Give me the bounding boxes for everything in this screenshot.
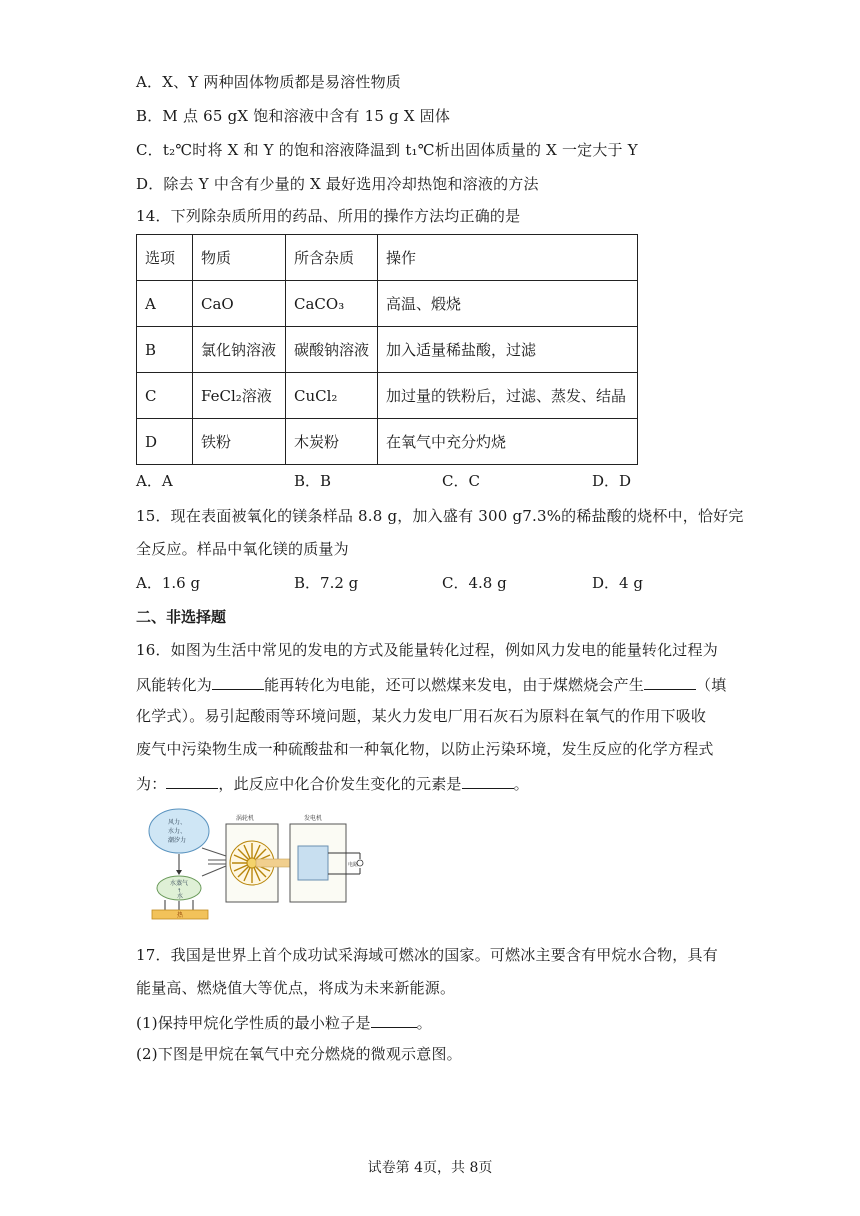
q17-line3 (136, 1011, 432, 1033)
table-cell: B (137, 327, 193, 373)
q17-text: 。 (416, 1014, 432, 1032)
q16-line4: 废气中污染物生成一种硫酸盐和一种氧化物，以防止污染环境，发生反应的化学方程式 (136, 740, 714, 758)
table-header-cell: 物质 (193, 235, 286, 281)
table-cell: 加入适量稀盐酸，过滤 (378, 327, 638, 373)
table-header-row (137, 235, 638, 281)
q17-line1: 17．我国是世界上首个成功试采海域可燃冰的国家。可燃冰主要含有甲烷水合物，具有 (136, 946, 718, 964)
section-heading: 二、非选择题 (136, 608, 227, 626)
table-cell: 铁粉 (193, 419, 286, 465)
table-cell: 氯化钠溶液 (193, 327, 286, 373)
q14-option-b: B．B (294, 472, 332, 490)
table-header-cell: 选项 (137, 235, 193, 281)
answer-blank[interactable] (371, 1011, 417, 1028)
table-row (137, 281, 638, 327)
q15-option-b: B．7.2 g (294, 574, 359, 592)
q15-option-c: C．4.8 g (442, 574, 507, 592)
answer-blank[interactable] (462, 772, 514, 789)
circuit-label: 电路 (348, 862, 359, 868)
page-footer: 试卷第 4页，共 8页 (367, 1160, 493, 1176)
answer-blank[interactable] (212, 673, 264, 690)
source-label-1: 风力、 (168, 819, 187, 826)
impurity-table (136, 234, 638, 465)
q14-option-d: D．D (592, 472, 632, 490)
q16-text: 风能转化为 (136, 676, 213, 694)
q16-text: 。 (513, 775, 529, 793)
table-row (137, 327, 638, 373)
q15-options (136, 573, 736, 593)
q14-options (136, 471, 736, 491)
table-cell: C (137, 373, 193, 419)
q13-option-b: B．M 点 65 gX 饱和溶液中含有 15 g X 固体 (136, 107, 451, 125)
water-label: 水 (177, 893, 184, 900)
steam-arrow: ↑ (177, 888, 182, 894)
table-cell: 木炭粉 (286, 419, 378, 465)
table-header-cell: 操作 (378, 235, 638, 281)
q13-option-a: A．X、Y 两种固体物质都是易溶性物质 (136, 73, 401, 91)
q14-stem: 14．下列除杂质所用的药品、所用的操作方法均正确的是 (136, 207, 521, 225)
q16-line5 (136, 772, 529, 794)
table-row (137, 419, 638, 465)
table-cell: FeCl₂溶液 (193, 373, 286, 419)
q15-option-d: D．4 g (592, 574, 643, 592)
turbine-label: 涡轮机 (236, 815, 255, 822)
table-cell: 高温、煅烧 (378, 281, 638, 327)
q15-option-a: A．1.6 g (136, 574, 201, 592)
q17-line2: 能量高、燃烧值大等优点，将成为未来新能源。 (136, 979, 456, 997)
table-cell: A (137, 281, 193, 327)
table-row (137, 373, 638, 419)
answer-blank[interactable] (644, 673, 696, 690)
source-label-3: 潮汐力 (168, 837, 187, 844)
table-cell: 在氧气中充分灼烧 (378, 419, 638, 465)
q13-option-d: D．除去 Y 中含有少量的 X 最好选用冷却热饱和溶液的方法 (136, 175, 539, 193)
source-label-2: 水力、 (168, 828, 187, 835)
q17-text: (1)保持甲烷化学性质的最小粒子是 (136, 1014, 371, 1032)
table-cell: CaO (193, 281, 286, 327)
generator-label: 发电机 (304, 815, 323, 822)
q13-option-c: C．t₂℃时将 X 和 Y 的饱和溶液降温到 t₁℃析出固体质量的 X 一定大于 Y (136, 141, 638, 159)
steam-label: 水蒸气 (170, 880, 189, 887)
table-cell: CaCO₃ (286, 281, 378, 327)
q16-line1: 16．如图为生活中常见的发电的方式及能量转化过程，例如风力发电的能量转化过程为 (136, 641, 718, 659)
table-header-cell: 所含杂质 (286, 235, 378, 281)
table-cell: CuCl₂ (286, 373, 378, 419)
table-cell: 加过量的铁粉后，过滤、蒸发、结晶 (378, 373, 638, 419)
answer-blank[interactable] (166, 772, 218, 789)
q16-text: 为： (136, 775, 167, 793)
q17-line4: (2)下图是甲烷在氧气中充分燃烧的微观示意图。 (136, 1045, 462, 1063)
table-cell: 碳酸钠溶液 (286, 327, 378, 373)
q16-text: （填 (696, 676, 727, 694)
q16-text: 能再转化为电能，还可以燃煤来发电，由于煤燃烧会产生 (264, 676, 645, 694)
q16-line2 (136, 673, 726, 695)
power-generation-figure (148, 808, 370, 920)
q14-option-c: C．C (442, 472, 480, 490)
q16-line3: 化学式）。易引起酸雨等环境问题，某火力发电厂用石灰石为原料在氧气的作用下吸收 (136, 707, 707, 725)
table-cell: D (137, 419, 193, 465)
q16-text: ，此反应中化合价发生变化的元素是 (218, 775, 462, 793)
q15-stem-line1: 15．现在表面被氧化的镁条样品 8.8 g，加入盛有 300 g7.3%的稀盐酸的烧杯中，恰好完 (136, 507, 744, 525)
q15-stem-line2: 全反应。样品中氧化镁的质量为 (136, 540, 349, 558)
fire-label: 热 (177, 912, 184, 919)
q14-option-a: A．A (136, 472, 173, 490)
